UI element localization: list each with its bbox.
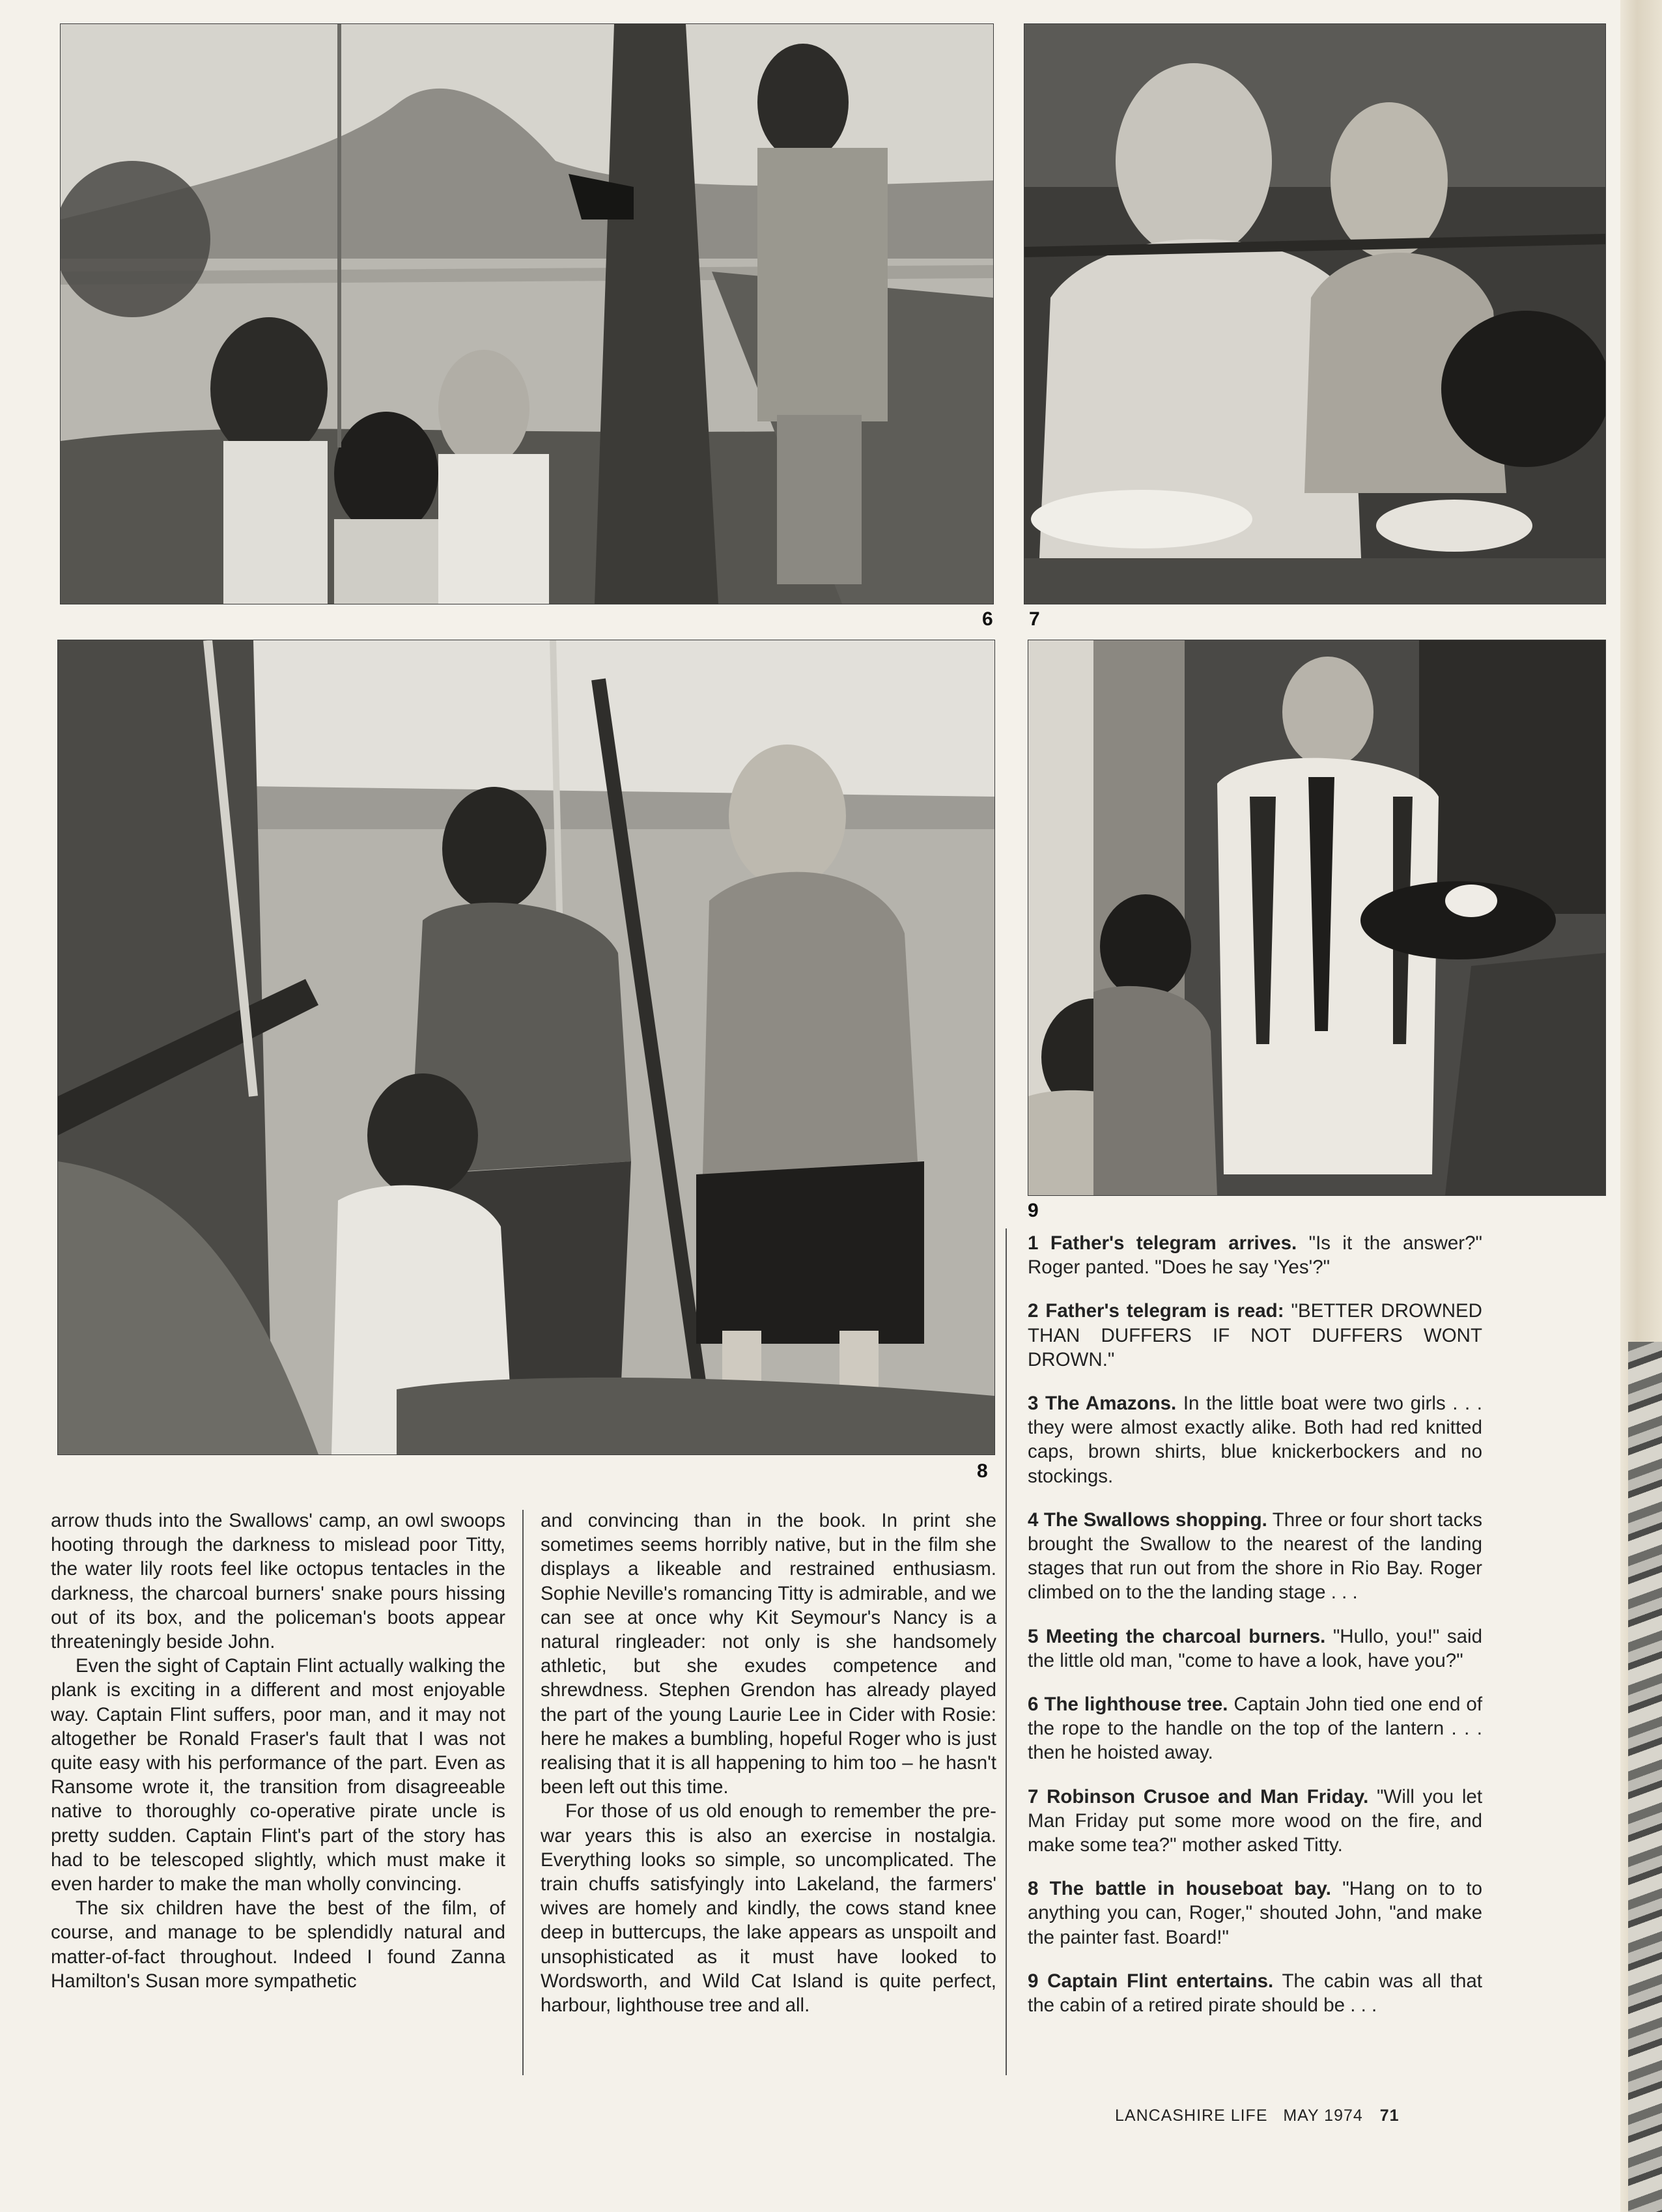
caption-text: "Is it the answer?" Roger panted. "Does he say 'Yes'?" xyxy=(1028,1232,1482,1279)
caption-8 xyxy=(1028,1877,1482,1950)
caption-text: Three or four short tacks brought the Swallow to the nearest of the landing stages that run out from the shore in Rio Bay. Roger climbed on to the the landing stage . . . xyxy=(1028,1509,1482,1604)
photo-houseboat-battle xyxy=(57,640,995,1455)
photo-lighthouse-tree xyxy=(60,23,994,604)
adjacent-page-photo-strip xyxy=(1628,1342,1662,2212)
photo-number-6: 6 xyxy=(982,608,993,630)
page-number: 71 xyxy=(1379,2106,1400,2125)
caption-3 xyxy=(1028,1391,1482,1488)
article-paragraph: and convincing than in the book. In print she sometimes seems horribly native, but in the film she displays a likeable and restrained enthusiasm. Sophie Neville's romancing Titty is admirable, and we can see at once why Kit Seymour's Nancy is a natural ringleader: not only is she handsomely athletic, but she exudes competence and shrewdness. Stephen Grendon has already played the part of the young Laurie Lee in Cider with Rosie: here he makes a bumbling, hopeful Roger who is just realising that it is all happening to him too – he hasn't been left out this time. xyxy=(541,1510,996,1798)
caption-title: 3 The Amazons. xyxy=(1028,1393,1177,1415)
issue-date: MAY 1974 xyxy=(1283,2106,1363,2125)
photo-captain-flint xyxy=(1028,640,1606,1196)
caption-2 xyxy=(1028,1299,1482,1372)
photo-captions xyxy=(1028,1231,1482,2037)
caption-title: 8 The battle in houseboat bay. xyxy=(1028,1878,1331,1900)
photo-number-7: 7 xyxy=(1029,608,1040,630)
caption-text: "Hullo, you!" said the little old man, "come to have a look, have you?" xyxy=(1028,1625,1482,1671)
article-paragraph: arrow thuds into the Swallows' camp, an owl swoops hooting through the darkness to mislead poor Titty, the water lily roots feel like octopus tentacles in the darkness, the charcoal burners' snake pours hissing out of its box, and the policeman's boots appear threateningly beside John. xyxy=(51,1510,505,1653)
caption-9 xyxy=(1028,1969,1482,2017)
column-divider xyxy=(522,1510,524,2075)
caption-title: 6 The lighthouse tree. xyxy=(1028,1694,1228,1716)
caption-title: 9 Captain Flint entertains. xyxy=(1028,1970,1274,1992)
publication-name: LANCASHIRE LIFE xyxy=(1115,2106,1268,2125)
caption-6 xyxy=(1028,1692,1482,1765)
caption-title: 7 Robinson Crusoe and Man Friday. xyxy=(1028,1785,1369,1808)
caption-text: The cabin was all that the cabin of a retired pirate should be . . . xyxy=(1028,1970,1482,2017)
article-paragraph: The six children have the best of the film, of course, and manage to be splendidly natural and matter-of-fact throughout. Indeed I found Zanna Hamilton's Susan more sympathetic xyxy=(51,1897,505,1992)
caption-1 xyxy=(1028,1231,1482,1279)
caption-title: 2 Father's telegram is read: xyxy=(1028,1300,1284,1322)
article-paragraph: Even the sight of Captain Flint actually walking the plank is exciting in a different and most enjoyable way. Captain Flint suffers, poor man, and it may not altogether be Ronald Fraser's fault that I was not quite easy with his performance of the part. Even as Ransome wrote it, the transition from disagreeable native to thoroughly co-operative pirate uncle is pretty sudden. Captain Flint's part of the story has had to be telescoped slightly, which must make it even harder to make the man wholly convincing. xyxy=(51,1655,505,1895)
caption-7 xyxy=(1028,1785,1482,1858)
photo-robinson-crusoe xyxy=(1024,23,1606,604)
column-divider xyxy=(1006,1228,1007,2075)
article-column-2 xyxy=(541,1509,996,2017)
caption-title: 1 Father's telegram arrives. xyxy=(1028,1232,1297,1254)
caption-title: 5 Meeting the charcoal burners. xyxy=(1028,1625,1326,1647)
photo-number-9: 9 xyxy=(1028,1200,1039,1221)
photo-number-8: 8 xyxy=(977,1460,988,1482)
article-paragraph: For those of us old enough to remember the pre-war years this is also an exercise in nostalgia. Everything looks so simple, so uncomplicated. The train chuffs satisfyingly into Lakeland, the farmers' wives are homely and kindly, the cows stand knee deep in buttercups, the lake appears as unspoilt and unsophisticated as it must have looked to Wordsworth, and Wild Cat Island is quite perfect, harbour, lighthouse tree and all. xyxy=(541,1800,996,2017)
caption-text: "Hang on to to anything you can, Roger," shouted John, "and make the painter fast. Board!" xyxy=(1028,1878,1482,1948)
page-footer xyxy=(1115,2106,1400,2125)
article-column-1 xyxy=(51,1509,505,1993)
caption-title: 4 The Swallows shopping. xyxy=(1028,1509,1267,1531)
caption-text: In the little boat were two girls . . . they were almost exactly alike. Both had red knitted caps, brown shirts, blue knickerbockers and no stockings. xyxy=(1028,1393,1483,1487)
caption-text: "BETTER DROWNED THAN DUFFERS IF NOT DUFFERS WONT DROWN." xyxy=(1028,1300,1482,1370)
caption-5 xyxy=(1028,1624,1482,1673)
caption-text: "Will you let Man Friday put some more wood on the fire, and make some tea?" mother asked Titty. xyxy=(1028,1785,1483,1856)
caption-4 xyxy=(1028,1508,1482,1605)
caption-text: Captain John tied one end of the rope to the handle on the top of the lantern . . . then he hoisted away. xyxy=(1028,1694,1483,1764)
